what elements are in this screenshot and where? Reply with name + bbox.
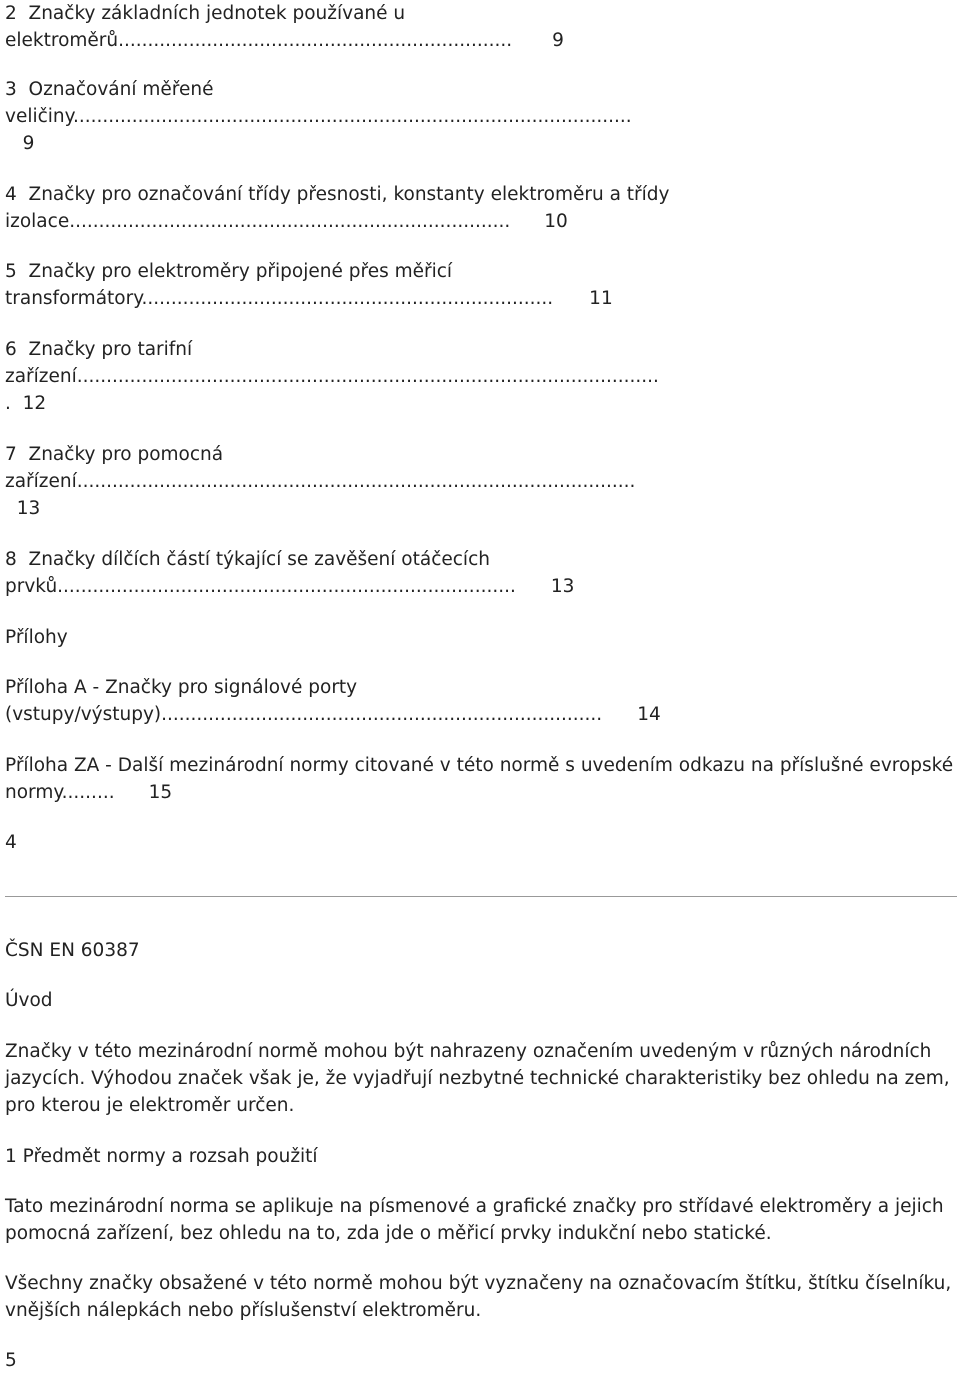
page-number-top: 4 bbox=[5, 832, 17, 853]
toc-entry-5[interactable] bbox=[5, 258, 613, 312]
page-number-bottom: 5 bbox=[5, 1350, 17, 1371]
toc-entry-6-line-2: zařízení................................................................................................... bbox=[5, 366, 659, 387]
toc-entry-3-line-2: veličiny............................................................................................... bbox=[5, 106, 632, 127]
toc-entry-7-line-3: 13 bbox=[5, 498, 41, 519]
toc-entry-2[interactable] bbox=[5, 0, 564, 54]
toc-entry-7-line-2: zařízení............................................................................................... bbox=[5, 471, 636, 492]
toc-entry-8[interactable] bbox=[5, 546, 574, 600]
section-1-paragraph-2: Všechny značky obsažené v této normě mohou být vyznačeny na označovacím štítku, štítku číselníku, vnějších nálepkách nebo příslušenství elektroměru. bbox=[5, 1273, 958, 1321]
toc-entry-3[interactable] bbox=[5, 76, 632, 157]
appendix-entry-za[interactable] bbox=[5, 752, 953, 806]
toc-entry-3-line-3: 9 bbox=[5, 133, 35, 154]
toc-entry-2-line-2: elektroměrů................................................................... 9 bbox=[5, 30, 564, 51]
appendix-entry-za-line-1: Příloha ZA - Další mezinárodní normy citované v této normě s uvedením odkazu na příslušné evropské bbox=[5, 755, 954, 776]
toc-entry-8-line-1: 8 Značky dílčích částí týkající se zavěšení otáčecích bbox=[5, 549, 490, 570]
appendix-entry-a[interactable] bbox=[5, 674, 661, 728]
toc-entry-6[interactable] bbox=[5, 336, 659, 417]
appendix-heading: Přílohy bbox=[5, 627, 68, 648]
section-1-paragraph-1: Tato mezinárodní norma se aplikuje na písmenové a grafické značky pro střídavé elektroměry a jejich pomocná zařízení, bez ohledu na to, zda jde o měřicí prvky indukční nebo statické. bbox=[5, 1196, 950, 1244]
page-divider bbox=[5, 896, 957, 897]
toc-entry-3-line-1: 3 Označování měřené bbox=[5, 79, 214, 100]
toc-entry-4-line-1: 4 Značky pro označování třídy přesnosti, konstanty elektroměru a třídy bbox=[5, 184, 670, 205]
toc-entry-7[interactable] bbox=[5, 441, 635, 522]
section-1-heading: 1 Předmět normy a rozsah použití bbox=[5, 1146, 318, 1167]
toc-entry-5-line-2: transformátory...................................................................... 11 bbox=[5, 288, 613, 309]
toc-entry-7-line-1: 7 Značky pro pomocná bbox=[5, 444, 224, 465]
standard-id: ČSN EN 60387 bbox=[5, 940, 140, 961]
toc-entry-8-line-2: prvků.............................................................................. 13 bbox=[5, 576, 575, 597]
intro-text: Značky v této mezinárodní normě mohou být nahrazeny označením uvedeným v různých národních jazycích. Výhodou značek však je, že vyjadřují nezbytné technické charakteristiky bez ohledu na zem, pro kterou je elektroměr určen. bbox=[5, 1041, 956, 1116]
appendix-entry-a-line-2: (vstupy/výstupy)........................................................................... 14 bbox=[5, 704, 661, 725]
intro-heading: Úvod bbox=[5, 990, 53, 1011]
appendix-entry-za-line-2: normy......... 15 bbox=[5, 782, 173, 803]
toc-entry-2-line-1: 2 Značky základních jednotek používané u bbox=[5, 3, 406, 24]
appendix-entry-a-line-1: Příloha A - Značky pro signálové porty bbox=[5, 677, 358, 698]
toc-entry-6-line-1: 6 Značky pro tarifní bbox=[5, 339, 193, 360]
toc-entry-6-line-3: . 12 bbox=[5, 393, 47, 414]
toc-entry-5-line-1: 5 Značky pro elektroměry připojené přes měřicí bbox=[5, 261, 453, 282]
toc-entry-4[interactable] bbox=[5, 181, 670, 235]
toc-entry-4-line-2: izolace........................................................................... 10 bbox=[5, 211, 568, 232]
